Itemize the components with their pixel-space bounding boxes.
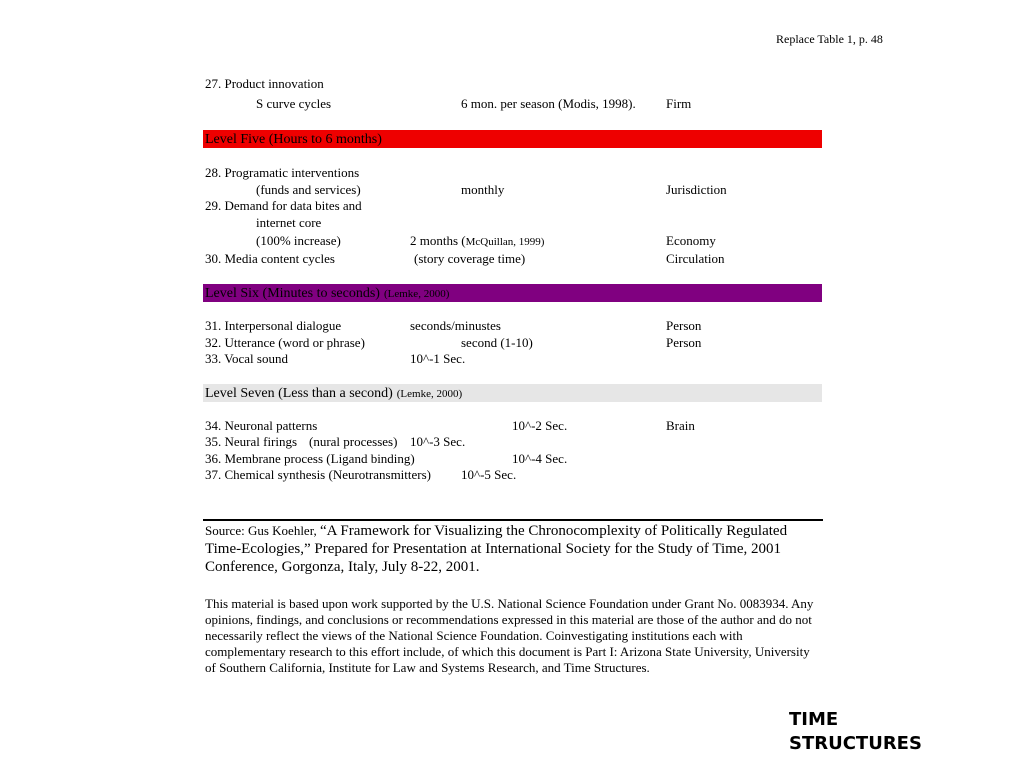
item-31-label: 31. Interpersonal dialogue — [205, 318, 342, 333]
logo-line-2: STRUCTURES — [789, 733, 922, 754]
item-32-unit: Person — [666, 335, 702, 350]
level-seven-bar — [203, 384, 822, 402]
item-27-label: 27. Product innovation — [205, 76, 324, 91]
item-32-time: second (1-10) — [461, 335, 533, 350]
item-28-label: 28. Programatic interventions — [205, 165, 360, 180]
item-28-time: monthly — [461, 182, 505, 197]
level-five-bar — [203, 130, 822, 148]
level-six-title: Level Six (Minutes to seconds) — [205, 286, 380, 301]
logo-line-1: TIME — [789, 709, 839, 730]
item-37-label: 37. Chemical synthesis (Neurotransmitters) — [205, 467, 432, 482]
item-28-unit: Jurisdiction — [666, 182, 727, 197]
item-27-unit: Firm — [666, 96, 692, 111]
level-six-ref: (Lemke, 2000) — [383, 288, 450, 300]
item-35-label: 35. Neural firings — [205, 434, 298, 449]
item-29-time — [410, 233, 544, 250]
item-27-sub: S curve cycles — [256, 96, 332, 111]
level-five-title: Level Five (Hours to 6 months) — [205, 132, 382, 147]
item-34-unit: Brain — [666, 418, 695, 433]
item-29-unit: Economy — [666, 233, 716, 248]
item-34-label: 34. Neuronal patterns — [205, 418, 318, 433]
level-seven-title: Level Seven (Less than a second) — [205, 386, 393, 401]
level-six-bar — [203, 284, 822, 302]
level-seven-ref: (Lemke, 2000) — [396, 388, 463, 400]
source-citation — [205, 522, 823, 576]
item-32-label: 32. Utterance (word or phrase) — [205, 335, 365, 350]
item-35-time: 10^-3 Sec. — [410, 434, 466, 449]
item-29-time-main: 2 months ( — [410, 233, 466, 248]
item-28-sub: (funds and services) — [256, 182, 361, 197]
item-33-label: 33. Vocal sound — [205, 351, 288, 366]
item-30-unit: Circulation — [666, 251, 725, 266]
item-31-unit: Person — [666, 318, 702, 333]
nsf-disclaimer: This material is based upon work supported by the U.S. National Science Foundation under Grant No. 0083934. Any opinions, findings, and conclusions or recommendations expressed in this material are those of the author and do not necessarily reflect the views of the National Science Foundation. Coinvestigating institutions each with complementary research to this effort include, of which this document is Part I: Arizona State University, University of Southern California, Institute for Law and Systems Research, and Time Structures. — [205, 596, 814, 675]
item-29-sub1: internet core — [256, 215, 322, 230]
item-34-time: 10^-2 Sec. — [512, 418, 568, 433]
item-35-label2: (nural processes) — [309, 434, 398, 449]
item-31-time: seconds/minustes — [410, 318, 501, 333]
item-27-time: 6 mon. per season (Modis, 1998). — [461, 96, 636, 111]
time-structures-logo — [789, 708, 922, 756]
source-prefix: Source: Gus Koehler, — [205, 523, 321, 538]
page-reference-note: Replace Table 1, p. 48 — [776, 32, 883, 46]
item-36-time: 10^-4 Sec. — [512, 451, 568, 466]
item-36-label: 36. Membrane process (Ligand binding) — [205, 451, 415, 466]
source-divider — [203, 519, 823, 521]
item-29-sub2: (100% increase) — [256, 233, 341, 248]
item-37-time: 10^-5 Sec. — [461, 467, 517, 482]
item-29-time-ref: McQuillan, 1999) — [465, 236, 545, 248]
item-30-label: 30. Media content cycles — [205, 251, 335, 266]
item-30-time: (story coverage time) — [414, 251, 526, 266]
item-29-label: 29. Demand for data bites and — [205, 198, 362, 213]
item-33-time: 10^-1 Sec. — [410, 351, 466, 366]
source-text: “A Framework for Visualizing the Chronocomplexity of Politically Regulated Time-Ecologies,” Prepared for Presentation at International Society for the Study of Time, 2001 Conference, Gorgonza, Italy, July 8-22, 2001. — [205, 523, 788, 575]
